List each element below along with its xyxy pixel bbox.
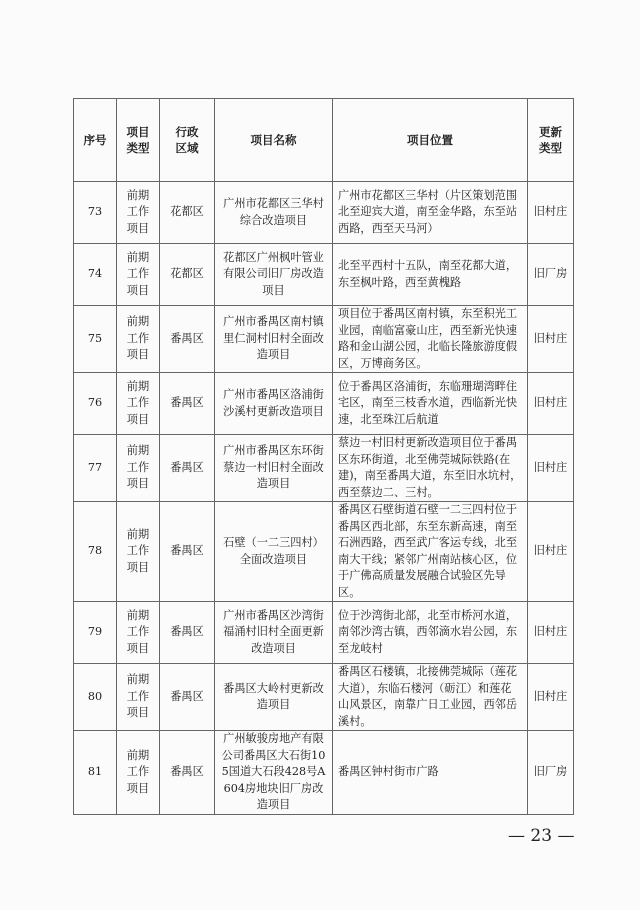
table-header-row — [74, 99, 574, 182]
table-row — [74, 664, 574, 731]
update-type: 旧村庄 — [528, 373, 574, 435]
update-type: 旧厂房 — [528, 731, 574, 815]
district: 花都区 — [160, 182, 215, 244]
project-type: 前期工作项目 — [117, 182, 160, 244]
project-table — [73, 98, 574, 815]
project-location: 项目位于番禺区南村镇，东至积光工业园，南临富豪山庄，西至新光快速路和金山湖公园，北临长隆旅游度假区，万博商务区。 — [333, 306, 528, 373]
project-type: 前期工作项目 — [117, 502, 160, 602]
update-type: 旧厂房 — [528, 244, 574, 306]
update-type: 旧村庄 — [528, 435, 574, 502]
header-type: 项目类型 — [117, 99, 160, 182]
district: 花都区 — [160, 244, 215, 306]
update-type: 旧村庄 — [528, 306, 574, 373]
header-district: 行政区域 — [160, 99, 215, 182]
table-row — [74, 435, 574, 502]
district: 番禺区 — [160, 435, 215, 502]
project-name: 广州市番禺区东环街蔡边一村旧村全面改造项目 — [215, 435, 333, 502]
table-row — [74, 373, 574, 435]
row-number: 77 — [74, 435, 117, 502]
table-row — [74, 731, 574, 815]
project-name: 花都区广州枫叶管业有限公司旧厂房改造项目 — [215, 244, 333, 306]
row-number: 78 — [74, 502, 117, 602]
update-type: 旧村庄 — [528, 664, 574, 731]
project-name: 广州敏骏房地产有限公司番禺区大石街105国道大石段428号A604房地块旧厂房改造项目 — [215, 731, 333, 815]
project-type: 前期工作项目 — [117, 244, 160, 306]
district: 番禺区 — [160, 731, 215, 815]
row-number: 76 — [74, 373, 117, 435]
project-location: 广州市花都区三华村（片区策划范围北至迎宾大道，南至金华路，东至站西路，西至天马河） — [333, 182, 528, 244]
project-type: 前期工作项目 — [117, 306, 160, 373]
project-name: 广州市番禺区洛浦街沙溪村更新改造项目 — [215, 373, 333, 435]
project-type: 前期工作项目 — [117, 373, 160, 435]
project-type: 前期工作项目 — [117, 731, 160, 815]
row-number: 80 — [74, 664, 117, 731]
table-row — [74, 244, 574, 306]
table-row — [74, 502, 574, 602]
project-location: 蔡边一村旧村更新改造项目位于番禺区东环街道，北至佛莞城际铁路(在建)，南至番禺大道，东至旧水坑村，西至蔡边二、三村。 — [333, 435, 528, 502]
page-number: — 23 — — [508, 826, 575, 846]
table-row — [74, 602, 574, 664]
district: 番禺区 — [160, 373, 215, 435]
update-type: 旧村庄 — [528, 182, 574, 244]
project-name: 番禺区大岭村更新改造项目 — [215, 664, 333, 731]
update-type: 旧村庄 — [528, 502, 574, 602]
header-update: 更新类型 — [528, 99, 574, 182]
project-location: 番禺区钟村街市广路 — [333, 731, 528, 815]
district: 番禺区 — [160, 306, 215, 373]
project-type: 前期工作项目 — [117, 664, 160, 731]
header-name: 项目名称 — [215, 99, 333, 182]
row-number: 74 — [74, 244, 117, 306]
project-name: 广州市番禺区沙湾街福涌村旧村全面更新改造项目 — [215, 602, 333, 664]
district: 番禺区 — [160, 602, 215, 664]
district: 番禺区 — [160, 502, 215, 602]
project-name: 广州市番禺区南村镇里仁洞村旧村全面改造项目 — [215, 306, 333, 373]
table-row — [74, 306, 574, 373]
table-row — [74, 182, 574, 244]
project-type: 前期工作项目 — [117, 602, 160, 664]
project-location: 位于番禺区洛浦街，东临珊瑚湾畔住宅区，南至三枝香水道，西临新光快速，北至珠江后航道 — [333, 373, 528, 435]
header-location: 项目位置 — [333, 99, 528, 182]
project-location: 北至平西村十五队，南至花都大道，东至枫叶路，西至黄槐路 — [333, 244, 528, 306]
row-number: 75 — [74, 306, 117, 373]
project-name: 广州市花都区三华村综合改造项目 — [215, 182, 333, 244]
project-location: 番禺区石楼镇，北接佛莞城际（莲花大道），东临石楼河（砺江）和莲花山风景区，南靠广日工业园，西邻岳溪村。 — [333, 664, 528, 731]
row-number: 79 — [74, 602, 117, 664]
project-name: 石壁（一二三四村）全面改造项目 — [215, 502, 333, 602]
project-location: 番禺区石壁街道石壁一二三四村位于番禺区西北部，东至东新高速，南至石洲西路，西至武广客运专线，北至南大干线；紧邻广州南站核心区，位于广佛高质量发展融合试验区先导区。 — [333, 502, 528, 602]
project-type: 前期工作项目 — [117, 435, 160, 502]
header-no: 序号 — [74, 99, 117, 182]
project-location: 位于沙湾街北部，北至市桥河水道，南邻沙湾古镇，西邻滴水岩公园，东至龙岐村 — [333, 602, 528, 664]
row-number: 73 — [74, 182, 117, 244]
row-number: 81 — [74, 731, 117, 815]
update-type: 旧村庄 — [528, 602, 574, 664]
district: 番禺区 — [160, 664, 215, 731]
